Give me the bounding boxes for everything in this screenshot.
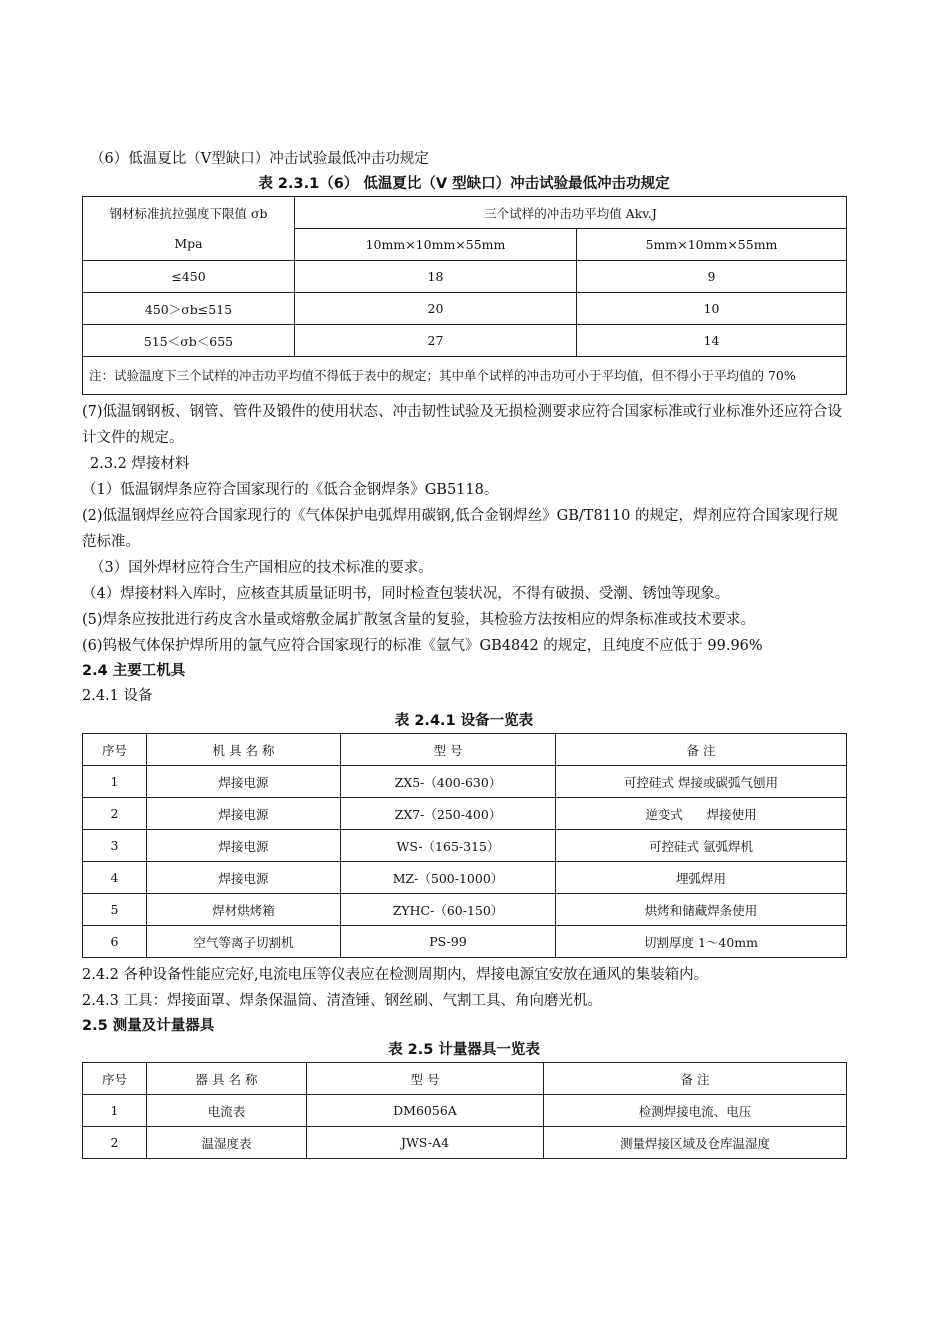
table-cell: 450＞σb≤515 xyxy=(83,293,295,325)
table-cell: 4 xyxy=(83,862,147,894)
header-cell: 备 注 xyxy=(544,1063,847,1095)
col1-header-line2: Mpa xyxy=(174,235,203,251)
header-cell: 机 具 名 称 xyxy=(147,734,341,766)
table1-note: 注：试验温度下三个试样的冲击功平均值不得低于表中的规定；其中单个试样的冲击功可小于平均值，但不得小于平均值的 70% xyxy=(83,357,847,395)
table-cell: 20 xyxy=(295,293,577,325)
table-row xyxy=(83,293,847,325)
table-cell: 10 xyxy=(577,293,847,325)
section-2-4-title: 2.4 主要工机具 xyxy=(82,663,186,679)
table-cell: 空气等离子切割机 xyxy=(147,926,341,958)
table-cell: 1 xyxy=(83,1095,147,1127)
table-cell: ≤450 xyxy=(83,261,295,293)
equipment-table xyxy=(82,733,847,958)
header-cell: 序号 xyxy=(83,734,147,766)
paragraph-7: (7)低温钢钢板、钢管、管件及锻件的使用状态、冲击韧性试验及无损检测要求应符合国家标准或行业标准外还应符合设计文件的规定。 xyxy=(82,404,843,446)
table-cell: 3 xyxy=(83,830,147,862)
table-cell: ZX5-（400-630） xyxy=(341,766,556,798)
table-row xyxy=(83,926,847,958)
sub-header-1: 10mm×10mm×55mm xyxy=(295,229,577,261)
table-cell: 切割厚度 1～40mm xyxy=(556,926,847,958)
section-2-3-2: 2.3.2 焊接材料 xyxy=(90,456,190,472)
table-cell: WS-（165-315） xyxy=(341,830,556,862)
group-header: 三个试样的冲击功平均值 Akv.J xyxy=(295,197,847,229)
table-cell: 烘烤和储藏焊条使用 xyxy=(556,894,847,926)
table-cell: 焊接电源 xyxy=(147,830,341,862)
table-cell: 18 xyxy=(295,261,577,293)
welding-item-6: (6)钨极气体保护焊所用的氩气应符合国家现行的标准《氩气》GB4842 的规定，且纯度不应低于 99.96% xyxy=(82,638,763,654)
table-cell: 6 xyxy=(83,926,147,958)
table-cell: 9 xyxy=(577,261,847,293)
table3-caption: 表 2.5 计量器具一览表 xyxy=(388,1042,540,1058)
header-cell: 型 号 xyxy=(341,734,556,766)
table-cell: 515＜σb＜655 xyxy=(83,325,295,357)
table-cell: 5 xyxy=(83,894,147,926)
welding-item-3: （3）国外焊材应符合生产国相应的技术标准的要求。 xyxy=(90,560,433,576)
section-2-5-title: 2.5 测量及计量器具 xyxy=(82,1018,215,1034)
header-cell: 序号 xyxy=(83,1063,147,1095)
table-cell: 焊材烘烤箱 xyxy=(147,894,341,926)
impact-energy-table xyxy=(82,196,847,395)
measuring-instruments-table xyxy=(82,1062,847,1159)
table1-caption: 表 2.3.1（6） 低温夏比（V 型缺口）冲击试验最低冲击功规定 xyxy=(258,176,670,192)
welding-item-1: （1）低温钢焊条应符合国家现行的《低合金钢焊条》GB5118。 xyxy=(82,482,499,498)
table-row xyxy=(83,766,847,798)
welding-item-4: （4）焊接材料入库时，应核查其质量证明书，同时检查包装状况，不得有破损、受潮、锈蚀等现象。 xyxy=(82,586,730,602)
table-cell: 焊接电源 xyxy=(147,798,341,830)
table2-caption: 表 2.4.1 设备一览表 xyxy=(394,713,534,729)
document-page xyxy=(82,146,846,1159)
table-cell: 检测焊接电流、电压 xyxy=(544,1095,847,1127)
table-cell: 1 xyxy=(83,766,147,798)
table-cell: 可控硅式 氩弧焊机 xyxy=(556,830,847,862)
table-cell: ZX7-（250-400） xyxy=(341,798,556,830)
table-cell: 27 xyxy=(295,325,577,357)
table-cell: 焊接电源 xyxy=(147,862,341,894)
header-cell: 器 具 名 称 xyxy=(147,1063,307,1095)
table-cell: 可控硅式 焊接或碳弧气刨用 xyxy=(556,766,847,798)
table-row xyxy=(83,261,847,293)
table-cell: 焊接电源 xyxy=(147,766,341,798)
section-2-4-1: 2.4.1 设备 xyxy=(82,688,153,704)
table-cell: JWS-A4 xyxy=(307,1127,544,1159)
table-cell: PS-99 xyxy=(341,926,556,958)
table-row xyxy=(83,830,847,862)
table-row xyxy=(83,1127,847,1159)
table-row xyxy=(83,1095,847,1127)
table-cell: 14 xyxy=(577,325,847,357)
table-cell: 逆变式 焊接使用 xyxy=(556,798,847,830)
col1-header xyxy=(83,197,295,261)
paragraph-2-4-3: 2.4.3 工具：焊接面罩、焊条保温筒、清渣锤、钢丝刷、气割工具、角向磨光机。 xyxy=(82,993,603,1009)
table-cell: 测量焊接区域及仓库温湿度 xyxy=(544,1127,847,1159)
welding-item-5: (5)焊条应按批进行药皮含水量或熔敷金属扩散氢含量的复验，其检验方法按相应的焊条标准或技术要求。 xyxy=(82,612,756,628)
table-cell: 电流表 xyxy=(147,1095,307,1127)
table-cell: 埋弧焊用 xyxy=(556,862,847,894)
paragraph-2-4-2: 2.4.2 各种设备性能应完好,电流电压等仪表应在检测周期内，焊接电源宜安放在通风的集装箱内。 xyxy=(82,967,709,983)
table-row xyxy=(83,894,847,926)
table-cell: MZ-（500-1000） xyxy=(341,862,556,894)
header-cell: 备 注 xyxy=(556,734,847,766)
col1-header-line1: 钢材标准抗拉强度下限值 σb xyxy=(109,205,268,221)
table-cell: ZYHC-（60-150） xyxy=(341,894,556,926)
table-cell: 温湿度表 xyxy=(147,1127,307,1159)
sub-header-2: 5mm×10mm×55mm xyxy=(577,229,847,261)
header-cell: 型 号 xyxy=(307,1063,544,1095)
table-row xyxy=(83,862,847,894)
table-cell: DM6056A xyxy=(307,1095,544,1127)
table-cell: 2 xyxy=(83,1127,147,1159)
welding-item-2: (2)低温钢焊丝应符合国家现行的《气体保护电弧焊用碳钢,低合金钢焊丝》GB/T8110 的规定，焊剂应符合国家现行规范标准。 xyxy=(82,508,838,550)
table-row xyxy=(83,798,847,830)
section-6-title: （6）低温夏比（V型缺口）冲击试验最低冲击功规定 xyxy=(90,151,429,167)
table-cell: 2 xyxy=(83,798,147,830)
table-row xyxy=(83,325,847,357)
